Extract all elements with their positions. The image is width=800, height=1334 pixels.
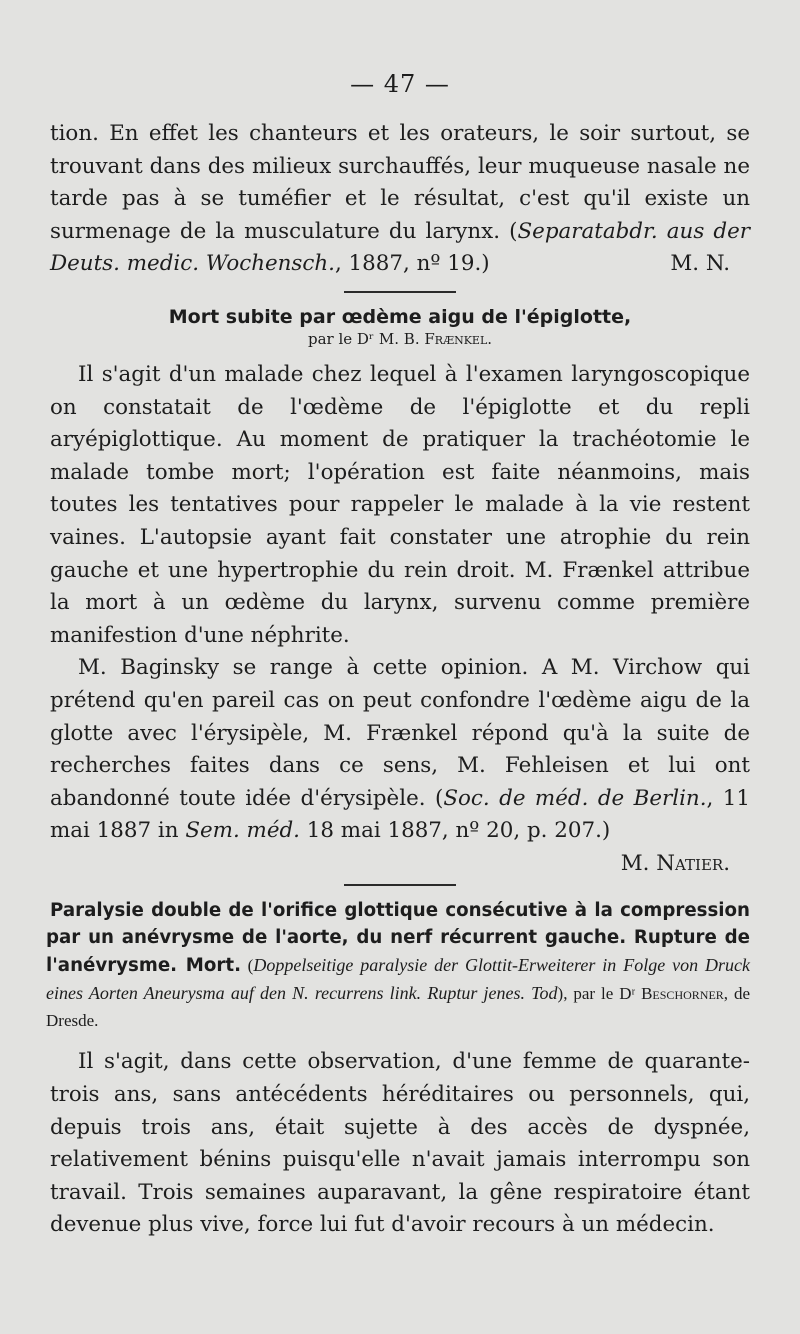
citation-tail: , 1887, nº 19.) — [334, 251, 490, 277]
heading-paren-open: ( — [240, 956, 254, 976]
citation: Separatabdr. aus der Deuts. medic. Wochensch. — [50, 218, 750, 277]
section-divider — [344, 884, 456, 886]
citation: Soc. de méd. de Berlin. — [443, 785, 707, 811]
text-column — [46, 118, 751, 1242]
paragraph-text: M. Baginsky se range à cette opinion. A M. Virchow qui prétend qu'en pareil cas on peut confondre l'œdème aigu de la glotte avec l'érysipèle, M. Frænkel répond qu'à la suite de recherches faites dans ce sens, M. Fehleisen et lui ont abandonné toute idée d'érysipèle. ( — [50, 655, 750, 811]
article-paragraph — [50, 652, 750, 848]
byline-prefix: par le Dʳ M. B. — [307, 329, 420, 348]
heading-paren-close: ), par le Dʳ — [557, 983, 642, 1003]
signature-prefix: M. — [620, 850, 650, 876]
heading-author: Beschorner — [641, 983, 724, 1003]
article-title: Mort subite par œdème aigu de l'épiglotte, — [168, 305, 632, 328]
byline-author: Frænkel. — [424, 329, 493, 348]
citation-tail: 18 mai 1887, nº 20, p. 207.) — [299, 818, 611, 844]
spacer — [50, 1034, 750, 1046]
citation-text: , 11 mai 1887 in — [50, 785, 750, 844]
page-number: — 47 — — [350, 70, 450, 98]
paragraph-text: tion. En effet les chanteurs et les orateurs, le soir surtout, se trouvant dans des milieux surchauffés, leur muqueuse nasale ne tarde pas à se tuméfier et le résultat, c'est qu'il existe un surmenage de la musculature du larynx. ( — [50, 121, 750, 244]
signature-name: Natier. — [656, 850, 730, 876]
heading-author-tail: , de Dresde. — [46, 983, 751, 1030]
heading-title: Paralysie double de l'orifice glottique consécutive à la compression par un anévrysme de l'aorte, du nerf récurrent gauche. Rupture de l'anévrysme. Mort. — [46, 900, 750, 977]
article-byline — [50, 329, 750, 349]
article-heading — [46, 898, 750, 1034]
signature: M. N. — [670, 251, 730, 277]
article-paragraph: Il s'agit, dans cette observation, d'une femme de quarante-trois ans, sans antécédents héréditaires ou personnels, qui, depuis trois ans, était sujette à des accès de dyspnée, relativement bénins puisqu'elle n'avait jamais interrompu son travail. Trois semaines auparavant, la gêne respiratoire étant devenue plus vive, force lui fut d'avoir recours à un médecin. — [50, 1049, 750, 1238]
section-divider — [344, 291, 456, 293]
citation: Sem. méd. — [185, 818, 300, 844]
heading-german-title: Doppelseitige paralysie der Glottit-Erweiterer in Folge von Druck eines Aorten Aneurysma auf den N. recurrens link. Ruptur jenes. Tod — [46, 955, 751, 1003]
continued-paragraph — [50, 118, 750, 281]
article-paragraph: Il s'agit d'un malade chez lequel à l'examen laryngoscopique on constatait de l'œdème de l'épiglotte et du repli aryépiglottique. Au moment de pratiquer la trachéotomie le malade tombe mort; l'opération est faite néanmoins, mais toutes les tentatives pour rappeler le malade à la vie restent vaines. L'autopsie ayant fait constater une atrophie du rein gauche et une hypertrophie du rein droit. M. Frænkel attribue la mort à un œdème du larynx, survenu comme première manifestion d'une néphrite. — [50, 361, 750, 648]
signature — [50, 848, 750, 881]
